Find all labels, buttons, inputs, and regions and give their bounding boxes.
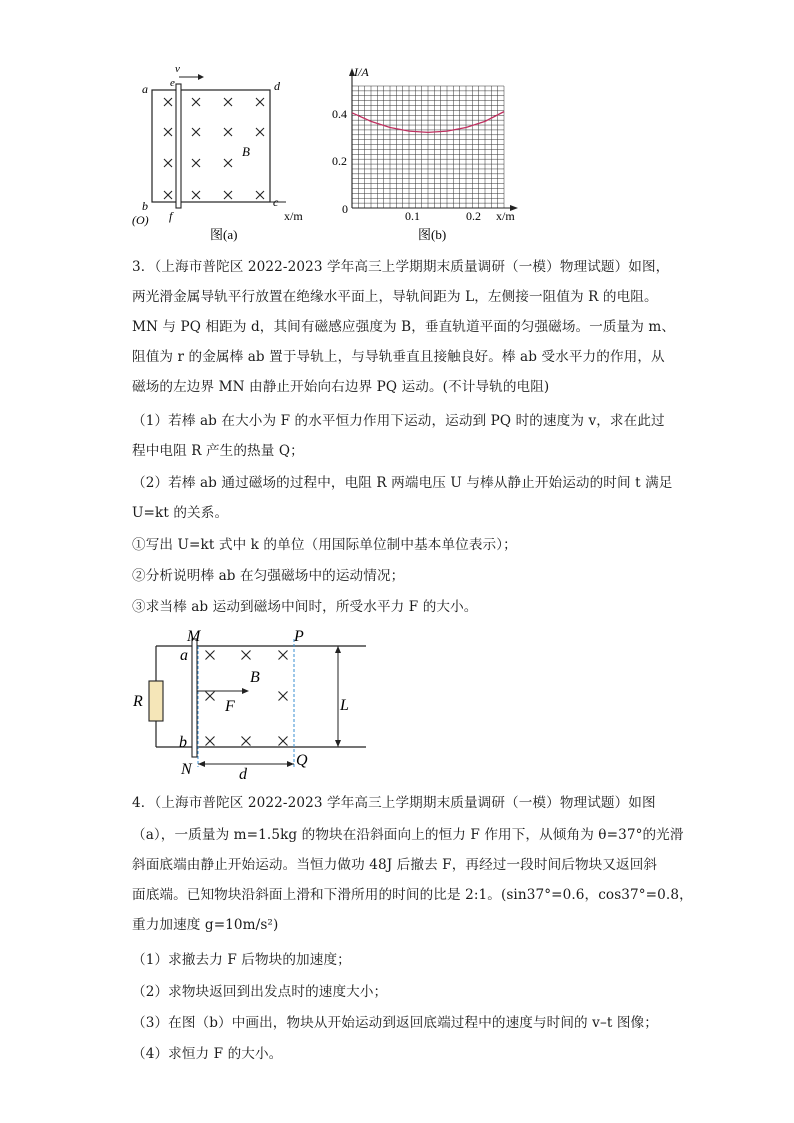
q3-line-11: ②分析说明棒 ab 在匀强磁场中的运动情况；	[132, 568, 405, 584]
q4-line-4: 面底端。已知物块沿斜面上滑和下滑所用的时间的比是 2:1。(sin37°=0.6，cos37°=0.8，	[132, 887, 693, 903]
label-b: b	[179, 734, 187, 751]
q3-line-5: 磁场的左边界 MN 由静止开始向右边界 PQ 运动。(不计导轨的电阻)	[132, 379, 550, 395]
label-Q: Q	[296, 752, 308, 769]
q4-line-1: 4．（上海市普陀区 2022-2023 学年高三上学期期末质量调研（一模）物理试题）如图	[132, 795, 656, 811]
label-e: e	[170, 77, 175, 89]
label-a: a	[180, 647, 188, 664]
rod-ab	[192, 639, 197, 757]
x-tick-0.1: 0.1	[405, 209, 420, 223]
q3-line-12: ③求当棒 ab 运动到磁场中间时，所受水平力 F 的大小。	[132, 599, 478, 615]
y-tick-0.2: 0.2	[332, 154, 347, 168]
label-B: B	[250, 669, 260, 686]
label-d: d	[274, 79, 280, 93]
grid	[352, 86, 504, 208]
y-tick-0.4: 0.4	[332, 107, 347, 121]
q3-line-3: MN 与 PQ 相距为 d，其间有磁感应强度为 B，垂直轨道平面的匀强磁场。一质量为 m、	[132, 319, 676, 335]
label-v: v	[175, 63, 180, 75]
label-a: a	[142, 82, 148, 96]
label-F: F	[225, 698, 235, 715]
label-b: b	[142, 199, 148, 213]
q3-line-9: U=kt 的关系。	[132, 505, 229, 521]
y-axis-label: I/A	[354, 65, 369, 79]
x-tick-0.2: 0.2	[466, 209, 481, 223]
label-L: L	[340, 697, 349, 714]
q3-line-6: （1）若棒 ab 在大小为 F 的水平恒力作用下运动，运动到 PQ 时的速度为 v，求在此过	[132, 413, 665, 429]
label-P: P	[294, 628, 304, 645]
caption-b: 图(b)	[418, 227, 447, 242]
caption-a: 图(a)	[210, 227, 238, 242]
q3-line-4: 阻值为 r 的金属棒 ab 置于导轨上，与导轨垂直且接触良好。棒 ab 受水平力的作用，从	[132, 349, 665, 365]
q3-line-7: 程中电阻 R 产生的热量 Q；	[132, 443, 304, 459]
q4-line-8: （3）在图（b）中画出，物块从开始运动到返回底端过程中的速度与时间的 v–t 图像；	[132, 1015, 658, 1031]
label-origin: (O)	[132, 213, 149, 227]
q3-line-1: 3．（上海市普陀区 2022-2023 学年高三上学期期末质量调研（一模）物理试题）如图，	[132, 259, 670, 275]
q4-line-6: （1）求撤去力 F 后物块的加速度；	[132, 952, 351, 968]
label-B: B	[242, 144, 250, 159]
q4-line-5: 重力加速度 g=10m/s²)	[132, 917, 279, 933]
label-N: N	[181, 761, 192, 778]
rod-ef	[176, 84, 181, 208]
q4-line-9: （4）求恒力 F 的大小。	[132, 1046, 283, 1062]
q4-line-2: （a），一质量为 m=1.5kg 的物块在沿斜面向上的恒力 F 作用下，从倾角为 θ=37°的光滑	[132, 827, 684, 843]
q3-line-10: ①写出 U=kt 式中 k 的单位（用国际单位制中基本单位表示）；	[132, 537, 517, 553]
figure-b-chart	[320, 62, 540, 247]
q3-line-8: （2）若棒 ab 通过磁场的过程中，电阻 R 两端电压 U 与棒从静止开始运动的时间 t 满足	[132, 475, 673, 491]
q3-line-2: 两光滑金属导轨平行放置在绝缘水平面上，导轨间距为 L，左侧接一阻值为 R 的电阻。	[132, 289, 658, 305]
label-d: d	[239, 766, 247, 783]
figure-a	[128, 62, 318, 247]
label-c: c	[273, 195, 279, 209]
x-axis-label: x/m	[496, 209, 515, 223]
label-M: M	[187, 628, 201, 645]
magnetic-field-crosses	[206, 651, 288, 746]
q4-line-7: （2）求物块返回到出发点时的速度大小；	[132, 984, 388, 1000]
y-tick-0: 0	[342, 202, 348, 216]
label-f: f	[169, 209, 173, 223]
x-axis-label: x/m	[284, 209, 303, 223]
field-region	[152, 90, 270, 202]
label-R: R	[133, 693, 143, 710]
resistor	[149, 681, 163, 721]
q4-line-3: 斜面底端由静止开始运动。当恒力做功 48J 后撤去 F，再经过一段时间后物块又返回斜	[132, 857, 658, 873]
figure-q3-rails	[128, 625, 368, 785]
